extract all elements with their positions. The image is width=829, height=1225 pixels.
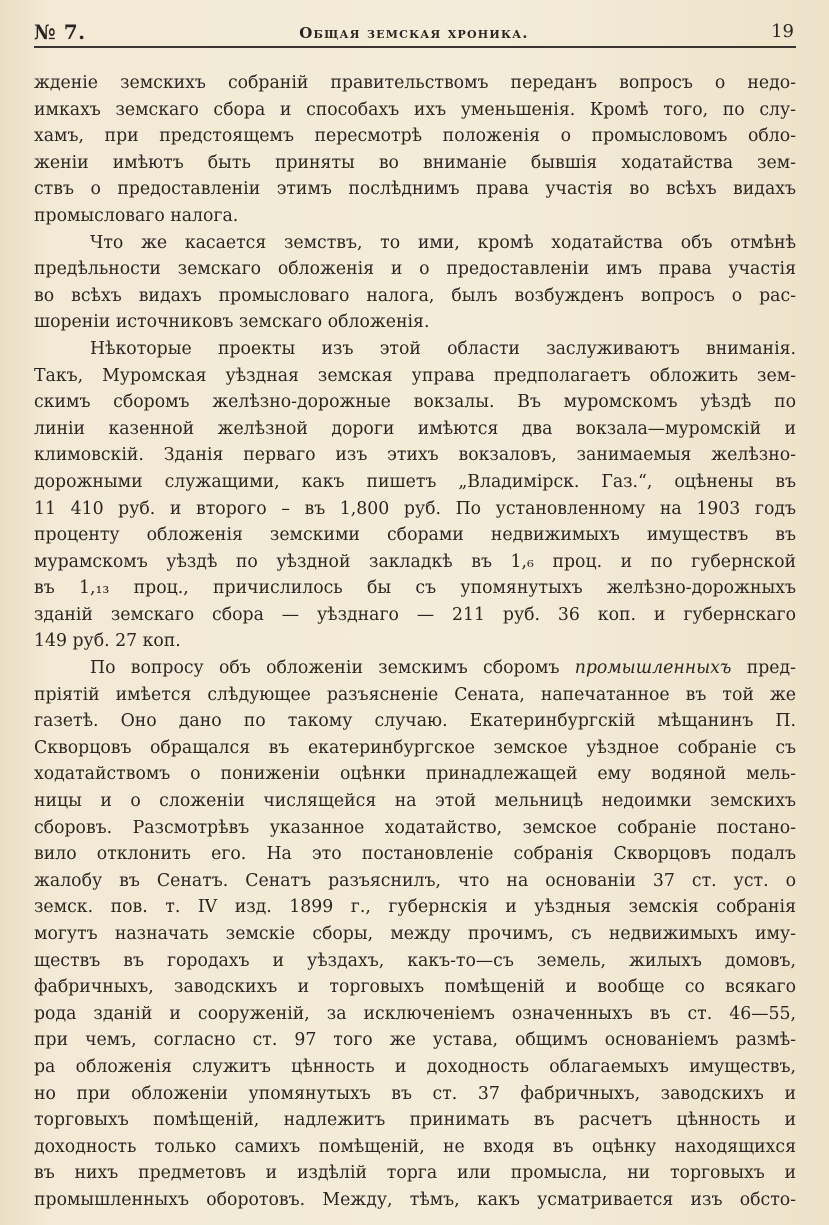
text-line: газетѣ. Оно дано по такому случаю. Екатеринбургскій мѣщанинъ П. xyxy=(34,711,796,732)
text-line: промысловаго налога. xyxy=(34,205,239,226)
text-line: сборовъ. Разсмотрѣвъ указанное ходатайство, земское собраніе постано- xyxy=(34,817,796,838)
text-line: ствъ о предоставленіи этимъ послѣднимъ права участія во всѣхъ видахъ xyxy=(34,179,796,200)
text-line: во всѣхъ видахъ промысловаго налога, былъ возбужденъ вопросъ о рас- xyxy=(34,285,796,306)
paragraph xyxy=(34,230,796,336)
text-line: Нѣкоторые проекты изъ этой области заслуживаютъ вниманія. xyxy=(90,338,796,359)
text-line: ходатайствомъ о пониженіи оцѣнки принадлежащей ему водяной мель- xyxy=(34,764,796,785)
text-line: земск. пов. т. IV изд. 1899 г., губернскія и уѣздныя земскія собранія xyxy=(34,897,796,918)
body-text xyxy=(34,70,796,1214)
text-line: ществъ въ городахъ и уѣздахъ, какъ-то—съ земель, жилыхъ домовъ, xyxy=(34,950,796,971)
header-rule xyxy=(34,46,796,48)
text-line: линіи казенной желѣзной дороги имѣются два вокзала—муромскій и xyxy=(34,418,796,439)
text-line: ра обложенія служитъ цѣнность и доходность облагаемыхъ имуществъ, xyxy=(34,1056,796,1077)
text-line: пріятій имѣется слѣдующее разъясненіе Сената, напечатанное въ той же xyxy=(34,684,796,705)
text-line: въ 1,₁₃ проц., причислилось бы съ упомянутыхъ желѣзно-дорожныхъ xyxy=(34,578,796,599)
text-line: Такъ, Муромская уѣздная земская управа предполагаетъ обложить зем- xyxy=(34,365,796,386)
text-line: дорожными служащими, какъ пишетъ „Владимірск. Газ.“, оцѣнены въ xyxy=(34,471,796,492)
text-line: но при обложеніи упомянутыхъ въ ст. 37 фабричныхъ, заводскихъ и xyxy=(34,1083,796,1104)
text-line: 149 руб. 27 коп. xyxy=(34,631,181,652)
text-line: зданій земскаго сбора — уѣзднаго — 211 руб. 36 коп. и губернскаго xyxy=(34,604,796,625)
text-line: Что же касается земствъ, то ими, кромѣ ходатайства объ отмѣнѣ xyxy=(90,232,796,253)
text-line: климовскій. Зданія перваго изъ этихъ вокзаловъ, занимаемыя желѣзно- xyxy=(34,445,796,466)
paragraph xyxy=(34,655,796,1213)
text-line: предѣльности земскаго обложенія и о предоставленіи имъ права участія xyxy=(34,259,796,280)
text-line: По вопросу объ обложеніи земскимъ сборомъ промышленныхъ пред- xyxy=(90,658,797,679)
text-line: вило отклонить его. На это постановленіе собранія Скворцовъ подалъ xyxy=(34,844,796,865)
text-line: Скворцовъ обращался въ екатеринбургское земское уѣздное собраніе съ xyxy=(34,737,796,758)
text-line: доходность только самихъ помѣщеній, не входя въ оцѣнку находящихся xyxy=(34,1136,796,1157)
text-line: имкахъ земскаго сбора и способахъ ихъ уменьшенія. Кромѣ того, по слу- xyxy=(34,99,796,120)
paragraph xyxy=(34,336,796,655)
text-line: фабричныхъ, заводскихъ и торговыхъ помѣщеній и вообще со всякаго xyxy=(34,977,796,998)
text-line: проценту обложенія земскими сборами недвижимыхъ имуществъ въ xyxy=(34,525,796,546)
page-number: 19 xyxy=(771,21,794,42)
text-line: мурамскомъ уѣздѣ по уѣздной закладкѣ въ 1,₆ проц. и по губернской xyxy=(34,551,796,572)
text-line: рода зданій и сооруженій, за исключеніемъ означенныхъ въ ст. 46—55, xyxy=(34,1003,796,1024)
text-line: ницы и о сложеніи числящейся на этой мельницѣ недоимки земскихъ xyxy=(34,791,796,812)
text-line: 11 410 руб. и второго – въ 1,800 руб. По установленному на 1903 годъ xyxy=(34,498,796,519)
text-line: въ нихъ предметовъ и издѣлій торга или промысла, ни торговыхъ и xyxy=(34,1163,796,1184)
page-header xyxy=(34,18,794,48)
text-line: скимъ сборомъ желѣзно-дорожные вокзалы. Въ муромскомъ уѣздѣ по xyxy=(34,392,796,413)
text-line: хамъ, при предстоящемъ пересмотрѣ положенія о промысловомъ обло- xyxy=(34,126,796,147)
text-line: женіи имѣютъ быть приняты во вниманіе бывшія ходатайства зем- xyxy=(34,152,796,173)
running-title: Общая земская хроника. xyxy=(299,24,529,42)
text-line: при чемъ, согласно ст. 97 того же устава, общимъ основаніемъ размѣ- xyxy=(34,1030,796,1051)
issue-number: № 7. xyxy=(34,20,86,44)
text-line: шореніи источниковъ земскаго обложенія. xyxy=(34,312,430,333)
text-line: торговыхъ помѣщеній, надлежитъ принимать въ расчетъ цѣнность и xyxy=(34,1110,796,1131)
paragraph xyxy=(34,70,796,230)
text-line: могутъ назначать земскіе сборы, между прочимъ, съ недвижимыхъ иму- xyxy=(34,924,796,944)
text-line: жденіе земскихъ собраній правительствомъ переданъ вопросъ о недо- xyxy=(34,73,796,93)
text-line: промышленныхъ оборотовъ. Между, тѣмъ, какъ усматривается изъ обсто- xyxy=(34,1189,796,1210)
text-line: жалобу въ Сенатъ. Сенатъ разъяснилъ, что на основаніи 37 ст. уст. о xyxy=(34,870,796,891)
